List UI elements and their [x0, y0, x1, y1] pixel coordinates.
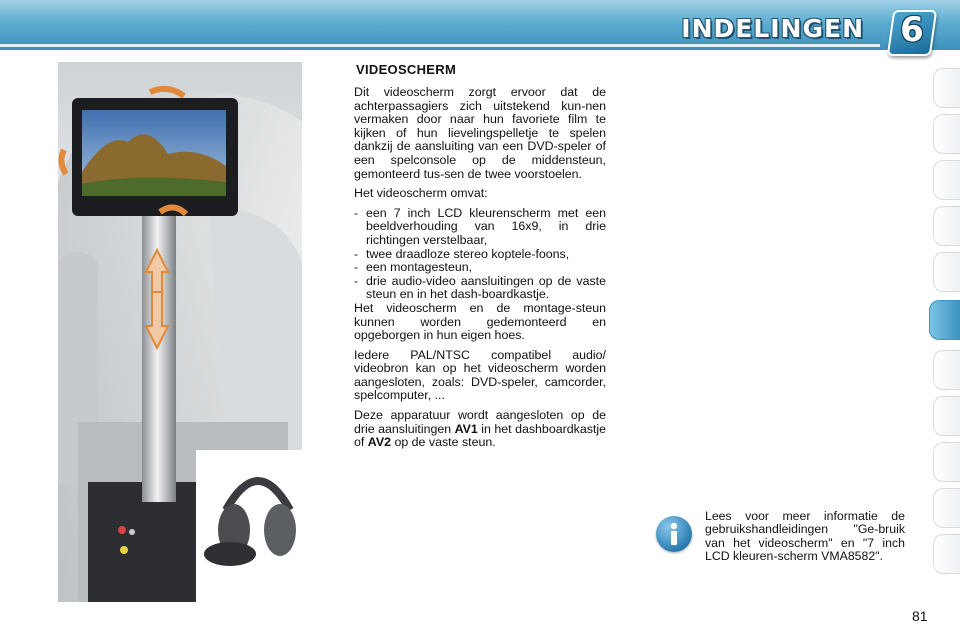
removable-paragraph: Het videoscherm en de montage-steun kunnen worden gedemonteerd en opgeborgen in hun eigen hoes.	[354, 300, 606, 343]
av1-label: AV1	[454, 421, 478, 436]
chapter-tab[interactable]	[933, 160, 960, 200]
info-note: Lees voor meer informatie de gebruikshandleidingen "Ge-bruik van het videoscherm" en "7 inch LCD kleuren-scherm VMA8582".	[705, 509, 905, 564]
video-screen-photo	[58, 62, 302, 602]
info-icon-glyph	[656, 516, 692, 552]
chapter-tab[interactable]	[933, 350, 960, 390]
intro-paragraph: Dit videoscherm zorgt ervoor dat de achterpassagiers zich uitstekend kun-nen vermaken door naar hun favoriete film te kijken of hun lievelingspelletje te spelen dankzij de aansluiting van een DVD-speler of een spelconsole op de middensteun, gemonteerd tus-sen de twee voorstoelen.	[354, 85, 606, 181]
video-screen-illustration	[58, 62, 302, 602]
chapter-tab[interactable]	[933, 488, 960, 528]
list-item: - een montagesteun,	[354, 261, 606, 275]
list-item: - drie audio-video aansluitingen op de vaste steun en in het dash-boardkastje.	[354, 275, 606, 302]
chapter-tab[interactable]	[933, 534, 960, 574]
chapter-tabs	[928, 68, 960, 574]
connections-text-start: Deze apparatuur wordt aangesloten op de drie aansluitingen	[354, 408, 606, 436]
chapter-tab[interactable]	[933, 396, 960, 436]
sources-paragraph: Iedere PAL/NTSC compatibel audio/ videobron kan op het videoscherm worden aangesloten, zoals: DVD-speler, camcorder, spelcomputer, ...	[354, 347, 606, 403]
connections-paragraph	[354, 409, 606, 450]
chapter-tab-active[interactable]	[929, 300, 960, 340]
info-icon	[656, 516, 692, 552]
list-item: - een 7 inch LCD kleurenscherm met een beeldverhouding van 16x9, in drie richtingen verstelbaar,	[354, 207, 606, 248]
chapter-title: INDELINGEN	[681, 14, 864, 43]
chapter-tab[interactable]	[933, 68, 960, 108]
av2-label: AV2	[367, 435, 391, 450]
chapter-tab[interactable]	[933, 114, 960, 154]
connections-text-end: op de vaste steun.	[394, 435, 496, 450]
section-body	[354, 86, 606, 456]
includes-label: Het videoscherm omvat:	[354, 186, 488, 201]
section-title: VIDEOSCHERM	[356, 62, 457, 77]
chapter-number: 6	[900, 10, 924, 50]
page-number: 81	[912, 608, 928, 624]
header-divider	[0, 44, 880, 47]
connections-text-mid: in het dashboardkastje of	[354, 421, 606, 450]
chapter-tab[interactable]	[933, 206, 960, 246]
list-item: - twee draadloze stereo koptele-foons,	[354, 248, 606, 262]
includes-list	[354, 207, 606, 302]
chapter-tab[interactable]	[933, 442, 960, 482]
chapter-tab[interactable]	[933, 252, 960, 292]
